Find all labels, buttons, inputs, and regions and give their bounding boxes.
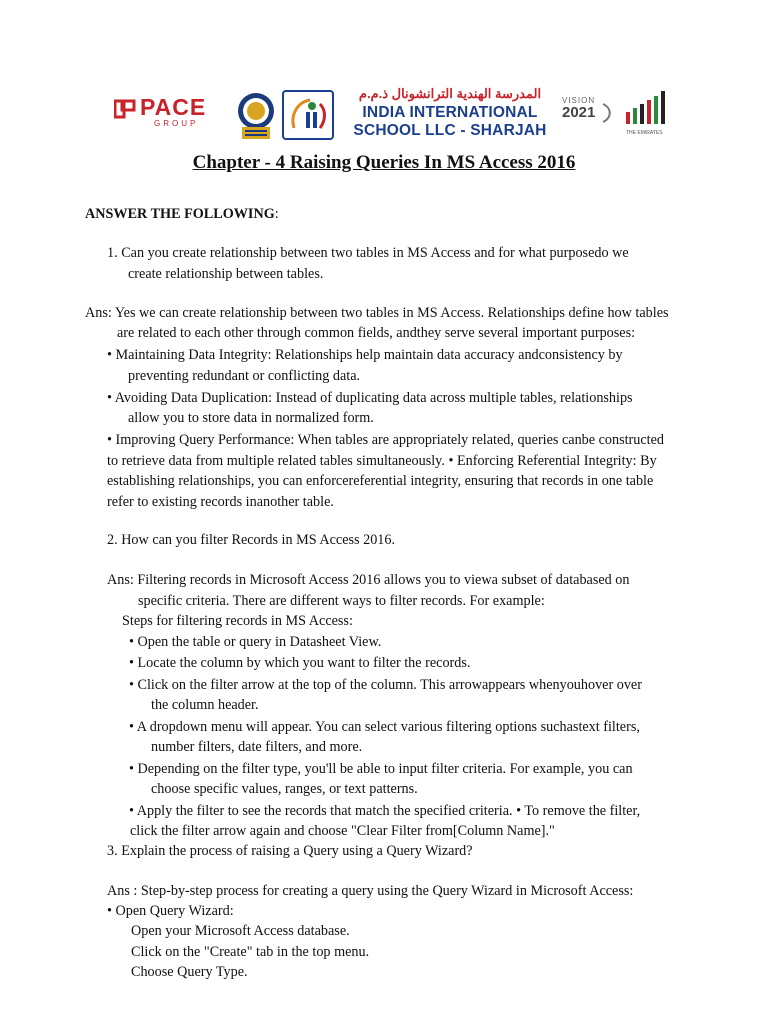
answer-2-step-6: • Apply the filter to see the records that match the specified criteria. • To remove the filter, <box>129 803 641 819</box>
question-1-line-1: 1. Can you create relationship between two tables in MS Access and for what purposedo we <box>107 245 629 261</box>
question-2: 2. How can you filter Records in MS Access 2016. <box>107 532 396 548</box>
answer-2-step-4-cont: number filters, date filters, and more. <box>151 739 363 755</box>
pace-group-logo <box>114 96 234 132</box>
page-title: Chapter - 4 Raising Queries In MS Access 2016 <box>192 152 576 173</box>
school-name-logo <box>346 86 556 142</box>
answer-1-bullet-2-cont: allow you to store data in normalized form. <box>128 410 374 426</box>
pace-group-label: GROUP <box>154 119 199 128</box>
vision-emblem-icon <box>600 102 614 124</box>
answer-3-bullet-1: • Open Query Wizard: <box>107 903 234 919</box>
vision-year: 2021 <box>562 104 596 121</box>
answer-1-bullet-1-cont: preventing redundant or conflicting data. <box>128 368 361 384</box>
answer-1-bullet-3-cont-2: establishing relationships, you can enforcereferential integrity, ensuring that records in one table <box>107 473 654 489</box>
school-crest-icon <box>282 90 334 140</box>
pace-mark-icon <box>114 98 136 120</box>
answer-1-bullet-3-cont-1: to retrieve data from multiple related tables simultaneously. • Enforcing Referential Integrity: By <box>107 453 657 469</box>
section-heading-colon: : <box>274 206 279 222</box>
school-name-arabic: المدرسة الهندية الترانشونال ذ.م.م <box>358 86 542 101</box>
school-name-line1: INDIA INTERNATIONAL <box>362 104 538 121</box>
question-1-line-2: create relationship between tables. <box>128 266 324 282</box>
answer-1-bullet-1: • Maintaining Data Integrity: Relationships help maintain data accuracy andconsistency by <box>107 347 623 363</box>
answer-1-bullet-3: • Improving Query Performance: When tables are appropriately related, queries canbe constructed <box>107 432 664 448</box>
answer-3-sub-1: Open your Microsoft Access database. <box>131 923 350 939</box>
answer-2-line-2: specific criteria. There are different ways to filter records. For example: <box>138 593 545 609</box>
question-3: 3. Explain the process of raising a Query using a Query Wizard? <box>107 843 473 859</box>
section-heading <box>85 205 279 223</box>
answer-3-line-1: Ans : Step-by-step process for creating a query using the Query Wizard in Microsoft Access: <box>107 883 634 899</box>
section-heading-text: ANSWER THE FOLLOWING <box>85 206 275 222</box>
answer-1-line-1: Ans: Yes we can create relationship between two tables in MS Access. Relationships define how tables <box>85 305 669 321</box>
answer-2-steps-heading: Steps for filtering records in MS Access: <box>122 613 353 629</box>
answer-1-line-2: are related to each other through common fields, andthey serve several important purposes: <box>117 325 636 341</box>
answer-2-step-3: • Click on the filter arrow at the top of the column. This arrowappears whenyouhover over <box>129 677 642 693</box>
answer-2-step-6-cont: click the filter arrow again and choose "Clear Filter from[Column Name]." <box>130 823 555 839</box>
emirates-bars-icon <box>622 88 672 128</box>
record-holder-badge-icon <box>236 91 276 141</box>
school-name-line2: SCHOOL LLC - SHARJAH <box>353 122 547 139</box>
pace-name: PACE <box>140 94 207 120</box>
vision-2021-logo <box>562 96 614 136</box>
answer-2-line-1: Ans: Filtering records in Microsoft Access 2016 allows you to viewa subset of databased on <box>107 572 630 588</box>
emirates-label: THE EMIRATES <box>626 130 663 136</box>
answer-2-step-1: • Open the table or query in Datasheet View. <box>129 634 382 650</box>
answer-2-step-3-cont: the column header. <box>151 697 259 713</box>
answer-2-step-2: • Locate the column by which you want to filter the records. <box>129 655 471 671</box>
answer-3-sub-3: Choose Query Type. <box>131 964 248 980</box>
answer-2-step-5-cont: choose specific values, ranges, or text patterns. <box>151 781 418 797</box>
answer-3-sub-2: Click on the "Create" tab in the top menu. <box>131 944 370 960</box>
answer-1-bullet-3-cont-3: refer to existing records inanother table. <box>107 494 334 510</box>
answer-1-bullet-2: • Avoiding Data Duplication: Instead of duplicating data across multiple tables, relationships <box>107 390 633 406</box>
answer-2-step-5: • Depending on the filter type, you'll be able to input filter criteria. For example, you can <box>129 761 633 777</box>
emirates-logo <box>622 88 672 140</box>
vision-word: VISION <box>562 96 596 105</box>
answer-2-step-4: • A dropdown menu will appear. You can select various filtering options suchastext filters, <box>129 719 640 735</box>
header-logo-bar <box>110 84 670 144</box>
